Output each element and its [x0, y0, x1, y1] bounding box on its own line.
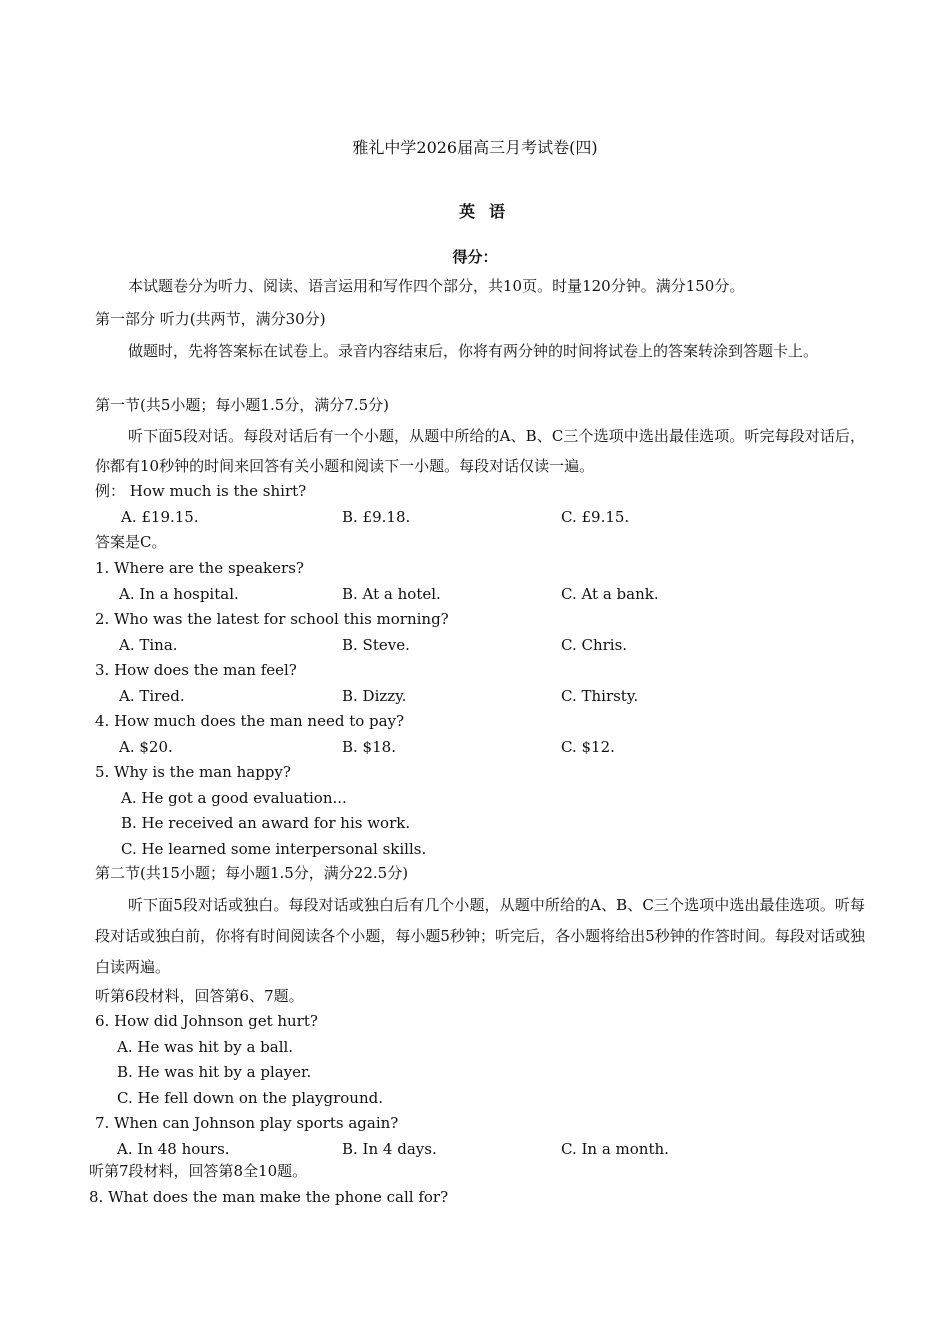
exam-title: 雅礼中学2026届高三月考试卷(四) [352, 138, 598, 157]
q2-option-c: C. Chris. [561, 636, 628, 654]
question-2: 2. Who was the latest for school this morning? [95, 610, 449, 628]
q1-option-b: B. At a hotel. [342, 585, 441, 603]
q3-option-b: B. Dizzy. [342, 687, 407, 705]
question-6: 6. How did Johnson get hurt? [95, 1012, 318, 1030]
part1-heading: 第一部分 听力(共两节，满分30分) [95, 310, 326, 328]
q7-option-b: B. In 4 days. [342, 1140, 437, 1158]
example-option-b: B. £9.18. [342, 508, 411, 526]
example-question: 例： How much is the shirt? [95, 482, 307, 500]
section2-heading: 第二节(共15小题；每小题1.5分，满分22.5分) [95, 864, 409, 882]
material-7-intro: 听第7段材料，回答第8全10题。 [89, 1162, 308, 1180]
question-7: 7. When can Johnson play sports again? [95, 1114, 399, 1132]
q7-option-a: A. In 48 hours. [117, 1140, 230, 1158]
q1-option-c: C. At a bank. [561, 585, 659, 603]
q6-option-b: B. He was hit by a player. [117, 1063, 312, 1081]
q5-option-a: A. He got a good evaluation... [121, 789, 347, 807]
q4-option-a: A. $20. [119, 738, 173, 756]
question-5: 5. Why is the man happy? [95, 763, 291, 781]
q4-option-b: B. $18. [342, 738, 396, 756]
subject-title: 英语 [458, 202, 519, 221]
material-6-intro: 听第6段材料，回答第6、7题。 [95, 987, 304, 1005]
question-8: 8. What does the man make the phone call for? [89, 1188, 449, 1206]
q5-option-c: C. He learned some interpersonal skills. [121, 840, 427, 858]
example-option-c: C. £9.15. [561, 508, 630, 526]
q1-option-a: A. In a hospital. [119, 585, 239, 603]
q6-option-c: C. He fell down on the playground. [117, 1089, 384, 1107]
exam-intro: 本试题卷分为听力、阅读、语言运用和写作四个部分，共10页。时量120分钟。满分150分。 [128, 277, 745, 295]
q3-option-a: A. Tired. [119, 687, 185, 705]
q5-option-b: B. He received an award for his work. [121, 814, 411, 832]
section1-heading: 第一节(共5小题；每小题1.5分，满分7.5分) [95, 396, 389, 414]
section2-instruction: 听下面5段对话或独白。每段对话或独白后有几个小题，从题中所给的A、B、C三个选项中选出最佳选项。听每段对话或独白前，你将有时间阅读各个小题，每小题5秒钟；听完后，各小题将给出5秒钟的作答时间。每段对话或独白读两遍。 [95, 896, 865, 976]
section1-instruction: 听下面5段对话。每段对话后有一个小题，从题中所给的A、B、C三个选项中选出最佳选项。听完每段对话后，你都有10秒钟的时间来回答有关小题和阅读下一小题。每段对话仅读一遍。 [95, 427, 865, 475]
q4-option-c: C. $12. [561, 738, 615, 756]
q6-option-a: A. He was hit by a ball. [117, 1038, 294, 1056]
score-label: 得分： [452, 248, 498, 266]
example-option-a: A. £19.15. [121, 508, 199, 526]
q7-option-c: C. In a month. [561, 1140, 669, 1158]
q2-option-a: A. Tina. [119, 636, 178, 654]
q2-option-b: B. Steve. [342, 636, 410, 654]
q3-option-c: C. Thirsty. [561, 687, 639, 705]
question-1: 1. Where are the speakers? [95, 559, 304, 577]
question-3: 3. How does the man feel? [95, 661, 297, 679]
example-answer: 答案是C。 [95, 533, 167, 551]
question-4: 4. How much does the man need to pay? [95, 712, 405, 730]
part1-instruction: 做题时，先将答案标在试卷上。录音内容结束后，你将有两分钟的时间将试卷上的答案转涂到答题卡上。 [128, 342, 819, 360]
